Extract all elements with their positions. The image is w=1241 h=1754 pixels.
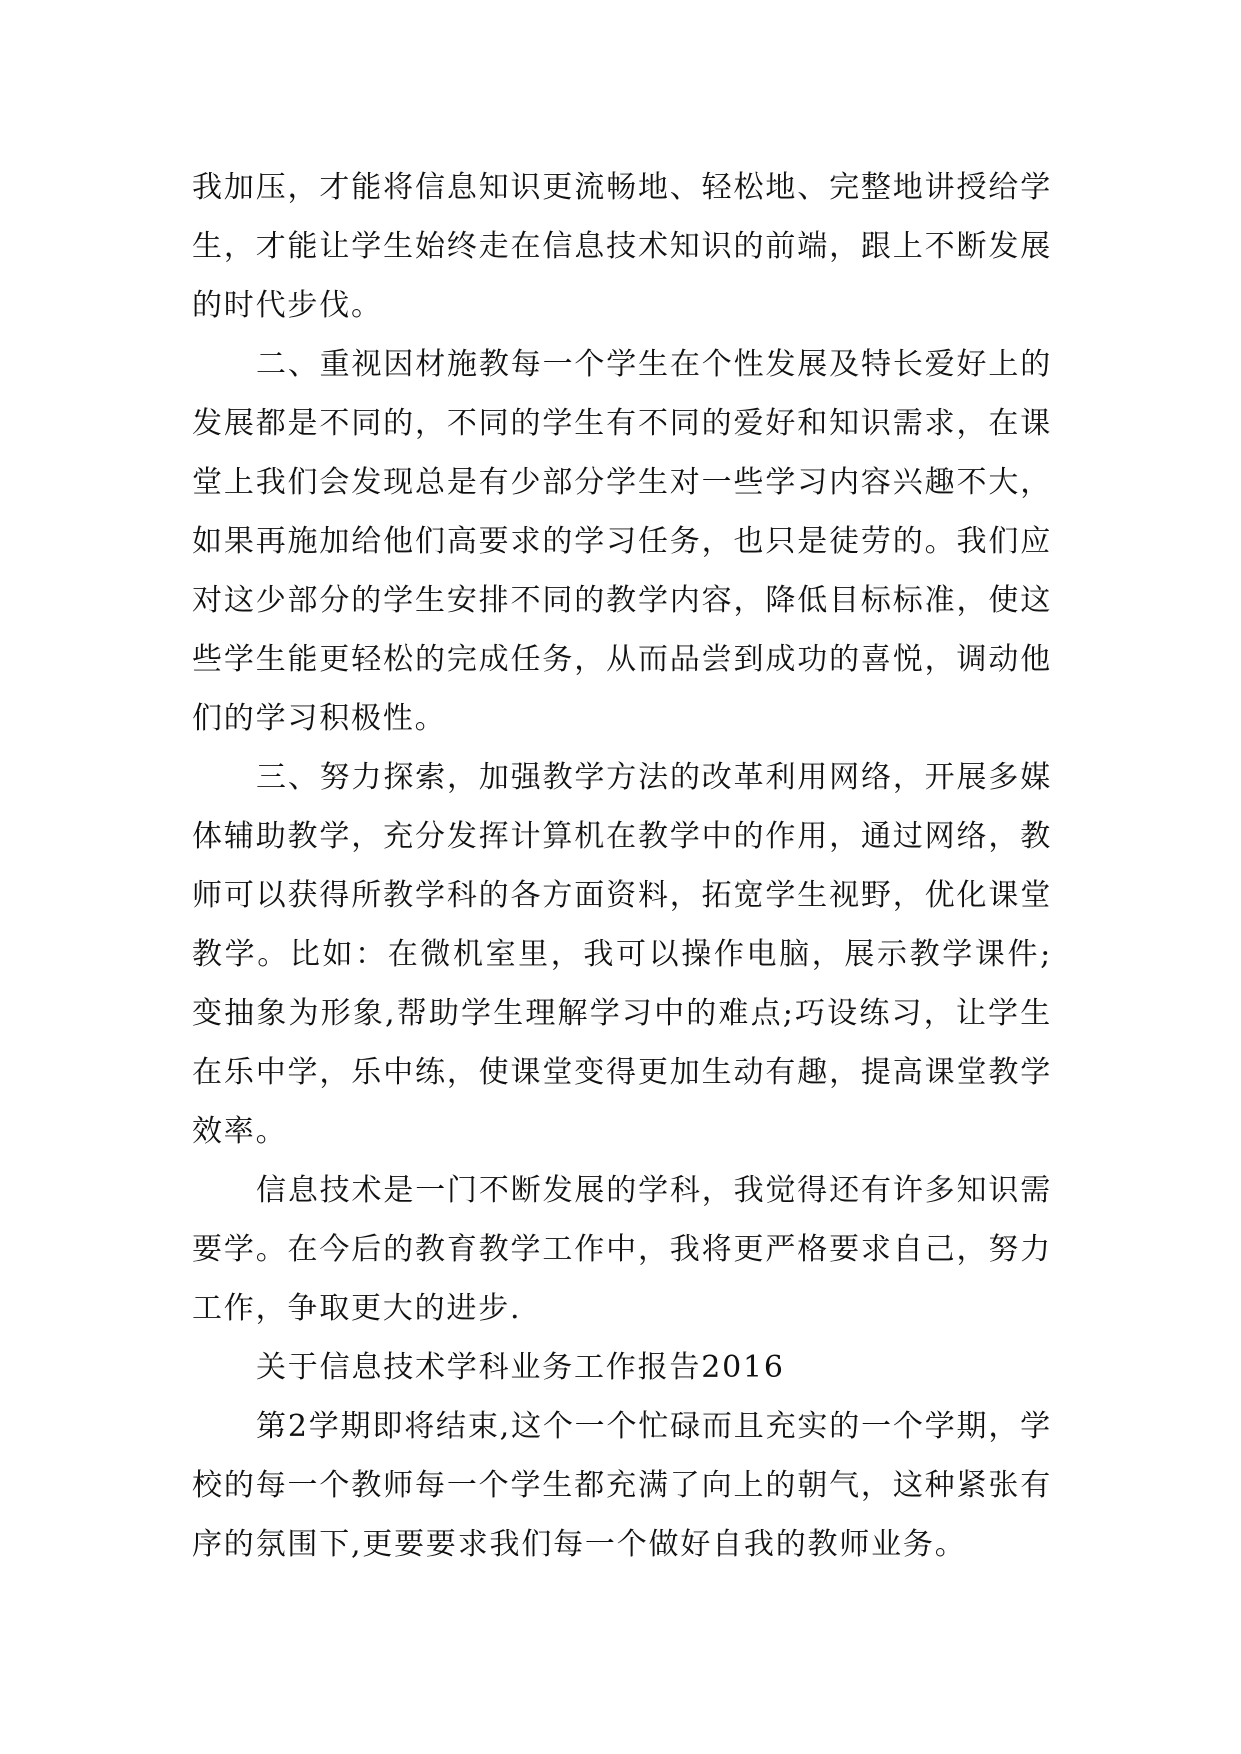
paragraph-section-two: 二、重视因材施教每一个学生在个性发展及特长爱好上的发展都是不同的，不同的学生有不同的爱好和知识需求，在课堂上我们会发现总是有少部分学生对一些学习内容兴趣不大，如果再施加给他们高要求的学习任务，也只是徒劳的。我们应对这少部分的学生安排不同的教学内容，降低目标标准，使这些学生能更轻松的完成任务，从而品尝到成功的喜悦，调动他们的学习积极性。 xyxy=(192,347,1052,736)
paragraph-section-three: 三、努力探索，加强教学方法的改革利用网络，开展多媒体辅助教学，充分发挥计算机在教学中的作用，通过网络，教师可以获得所教学科的各方面资料，拓宽学生视野，优化课堂教学。比如：在微机室里，我可以操作电脑，展示教学课件;变抽象为形象,帮助学生理解学习中的难点;巧设练习，让学生在乐中学，乐中练，使课堂变得更加生动有趣，提高课堂教学效率。 xyxy=(192,760,1052,1149)
body-text xyxy=(192,158,1052,1574)
paragraph-continuation: 我加压，才能将信息知识更流畅地、轻松地、完整地讲授给学生，才能让学生始终走在信息技术知识的前端，跟上不断发展的时代步伐。 xyxy=(192,170,1052,323)
paragraph-report-intro: 第2学期即将结束,这个一个忙碌而且充实的一个学期，学校的每一个教师每一个学生都充满了向上的朝气，这种紧张有序的氛围下,更要要求我们每一个做好自我的教师业务。 xyxy=(192,1409,1052,1562)
report-title: 关于信息技术学科业务工作报告2016 xyxy=(256,1350,785,1385)
paragraph-conclusion: 信息技术是一门不断发展的学科，我觉得还有许多知识需要学。在今后的教育教学工作中，我将更严格要求自己，努力工作，争取更大的进步. xyxy=(192,1173,1052,1326)
